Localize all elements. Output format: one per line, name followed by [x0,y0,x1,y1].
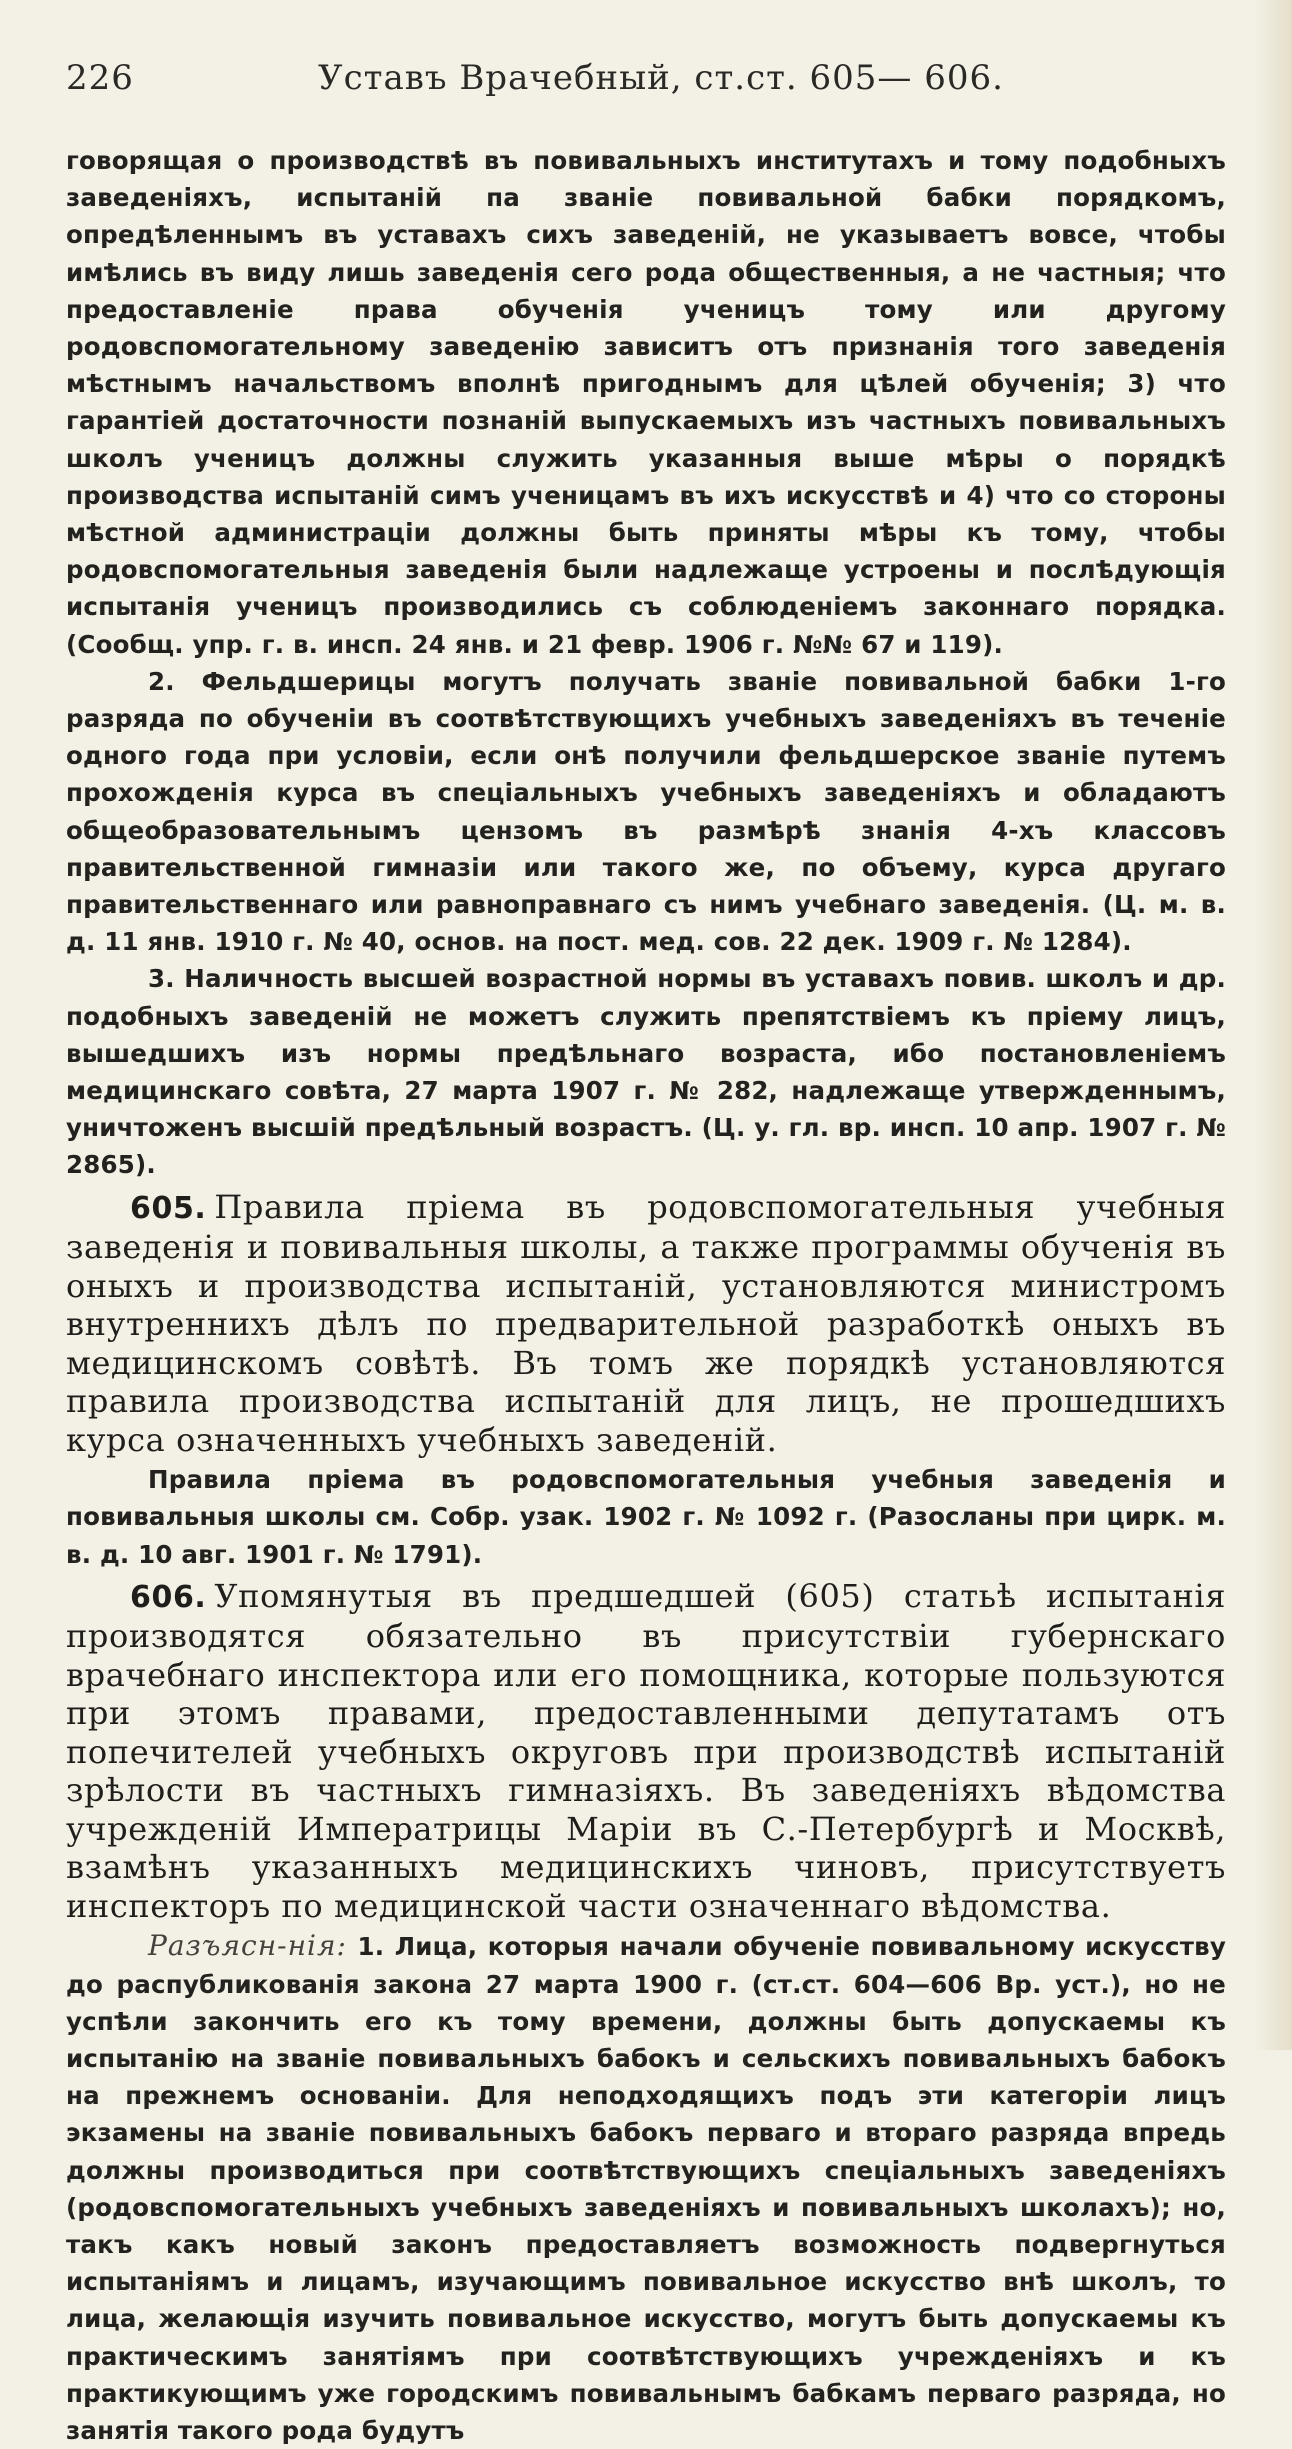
article-606-clarification [66,1927,1226,2449]
note-paragraph-2: 2. Фельдшерицы могутъ получать званіе повивальной бабки 1-го разряда по обученіи въ соотвѣтствующихъ учебныхъ заведеніяхъ въ теченіе одного года при условіи, если онѣ получили фельдшерское званіе путемъ прохожденія курса въ спеціальныхъ учебныхъ заведеніяхъ и обладаютъ общеобразовательнымъ цензомъ въ размѣрѣ знанія 4-хъ классовъ правительственной гимназіи или такого же, по объему, курса другаго правительственнаго или равноправнаго съ нимъ учебнаго заведенія. (Ц. м. в. д. 11 янв. 1910 г. № 40, основ. на пост. мед. сов. 22 дек. 1909 г. № 1284). [66,666,1226,957]
page-number: 226 [66,58,134,98]
article-606 [66,1577,1226,1926]
article-605-note: Правила пріема въ родовспомогательныя учебныя заведенія и повивальныя школы см. Собр. узак. 1902 г. № 1092 г. (Разосланы при цирк. м. в. д. 10 авг. 1901 г. № 1791). [66,1465,1226,1569]
page-edge-shadow [1254,0,1292,2050]
page-header [66,58,1226,122]
clarification-label: Разъясн-нія: [148,1929,347,1963]
article-605-number: 605. [130,1190,207,1226]
note-paragraph-3: 3. Наличность высшей возрастной нормы въ уставахъ повив. школъ и др. подобныхъ заведеній не можетъ служить препятствіемъ къ пріему лицъ, вышедшихъ изъ нормы предѣльнаго возраста, ибо постановленіемъ медицинскаго совѣта, 27 марта 1907 г. № 282, надлежаще утвержденнымъ, уничтоженъ высшій предѣльный возрастъ. (Ц. у. гл. вр. инсп. 10 апр. 1907 г. № 2865). [66,964,1226,1180]
article-606-number: 606. [130,1579,207,1615]
clarification-text: 1. Лица, которыя начали обученіе повивальному искусству до распубликованія закона 27 марта 1900 г. (ст.ст. 604—606 Вр. уст.), но не успѣли закончить его къ тому времени, должны быть допускаемы къ испытанію на званіе повивальныхъ бабокъ и сельскихъ повивальныхъ бабокъ на прежнемъ основаніи. Для неподходящихъ подъ эти категоріи лицъ экзамены на званіе повивальныхъ бабокъ перваго и втораго разряда впредь должны производиться при соотвѣтствующихъ спеціальныхъ заведеніяхъ (родовспомогательныхъ учебныхъ заведеніяхъ и повивальныхъ школахъ); но, такъ какъ новый законъ предоставляетъ возможность подвергнуться испытаніямъ и лицамъ, изучающимъ повивальное искусство внѣ школъ, то лица, желающія изучить повивальное искусство, могутъ быть допускаемы къ практическимъ занятіямъ при соотвѣтствующихъ учрежденіяхъ и къ практикующимъ уже городскимъ повивальнымъ бабкамъ перваго разряда, но занятія такого рода будутъ [66,1932,1226,2445]
article-605 [66,1188,1226,1460]
page-body [66,142,1226,2449]
continued-paragraph: говорящая о производствѣ въ повивальныхъ институтахъ и тому подобныхъ заведеніяхъ, испытаній па званіе повивальной бабки порядкомъ, опредѣленнымъ въ уставахъ сихъ заведеній, не указываетъ вовсе, чтобы имѣлись въ виду лишь заведенія сего рода общественныя, а не частныя; что предоставленіе права обученія ученицъ тому или другому родовспомогательному заведенію зависитъ отъ признанія того заведенія мѣстнымъ начальствомъ вполнѣ пригоднымъ для цѣлей обученія; 3) что гарантіей достаточности познаній выпускаемыхъ изъ частныхъ повивальныхъ школъ ученицъ должны служить указанныя выше мѣры о порядкѣ производства испытаній симъ ученицамъ въ ихъ искусствѣ и 4) что со стороны мѣстной администраціи должны быть приняты мѣры къ тому, чтобы родовспомогательныя заведенія были надлежаще устроены и послѣдующія испытанія ученицъ производились съ соблюденіемъ законнаго порядка. (Сообщ. упр. г. в. инсп. 24 янв. и 21 февр. 1906 г. №№ 67 и 119). [66,146,1226,659]
article-606-text: Упомянутыя въ предшедшей (605) статьѣ испытанія производятся обязательно въ присутствіи губернскаго врачебнаго инспектора или его помощника, которые пользуются при этомъ правами, предоставленными депутатамъ отъ попечителей учебныхъ округовъ при производствѣ испытаній зрѣлости въ частныхъ гимназіяхъ. Въ заведеніяхъ вѣдомства учрежденій Императрицы Маріи въ С.-Петербургѣ и Москвѣ, взамѣнъ указанныхъ медицинскихъ чиновъ, присутствуетъ инспекторъ по медицинской части означеннаго вѣдомства. [66,1576,1226,1925]
article-605-text: Правила пріема въ родовспомогательныя учебныя заведенія и повивальныя школы, а также программы обученія въ оныхъ и производства испытаній, установляются министромъ внутреннихъ дѣлъ по предварительной разработкѣ оныхъ въ медицинскомъ совѣтѣ. Въ томъ же порядкѣ установляются правила производства испытаній для лицъ, не прошедшихъ курса означенныхъ учебныхъ заведеній. [66,1187,1226,1459]
running-title: Уставъ Врачебный, ст.ст. 605— 606. [318,58,1004,98]
